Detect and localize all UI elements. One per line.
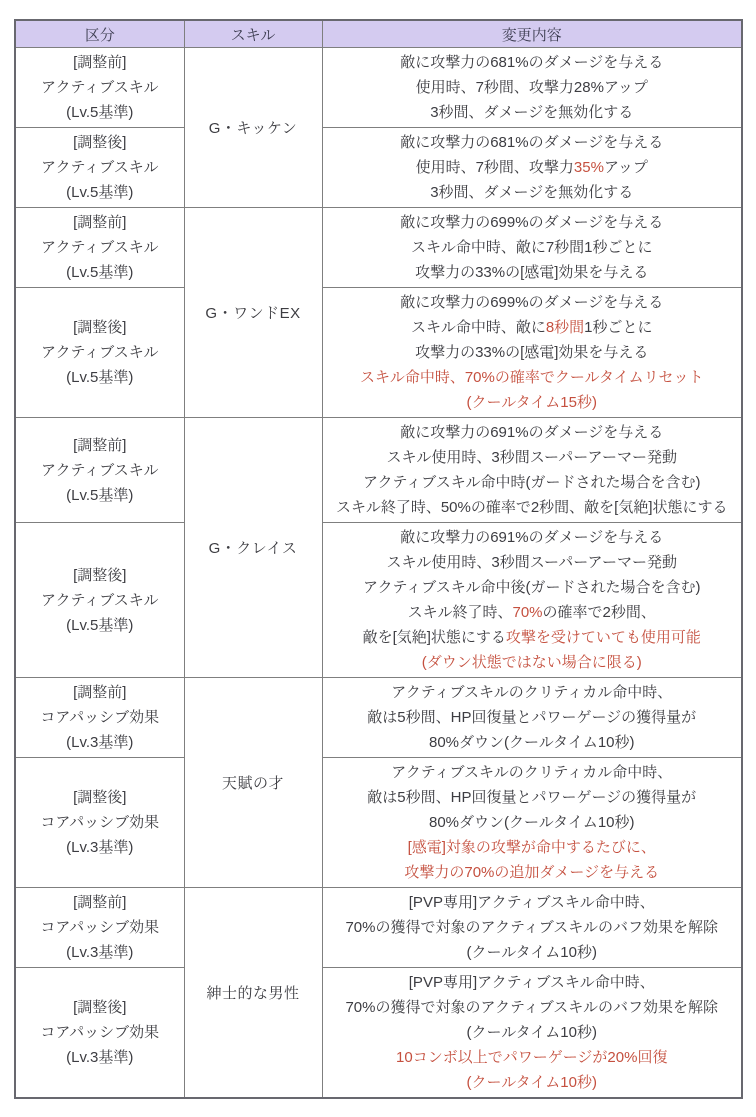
text-line <box>326 130 739 155</box>
text-line <box>326 890 739 915</box>
change-content-cell <box>322 128 742 208</box>
text-segment: 3秒間、ダメージを無効化する <box>430 184 634 201</box>
text-line <box>326 315 739 340</box>
text-line <box>326 1045 739 1070</box>
column-header-skill: スキル <box>184 20 322 48</box>
text-segment: 敵は5秒間、HP回復量とパワーゲージの獲得量が <box>367 709 697 726</box>
text-segment: (Lv.5基準) <box>66 264 134 281</box>
highlighted-change-text: 攻撃を受けていても使用可能 <box>505 629 701 646</box>
text-segment: 敵に攻撃力の681%のダメージを与える <box>400 54 664 71</box>
text-line <box>326 650 739 675</box>
text-line <box>19 75 181 100</box>
text-line <box>326 760 739 785</box>
text-line <box>19 915 181 940</box>
highlighted-change-text: (クールタイム10秒) <box>466 1074 597 1091</box>
text-line <box>326 730 739 755</box>
highlighted-change-text: 10コンボ以上でパワーゲージが20%回復 <box>396 1049 668 1066</box>
highlighted-change-text: (ダウン状態ではない場合に限る) <box>421 654 642 671</box>
text-line <box>326 625 739 650</box>
text-segment: (Lv.5基準) <box>66 486 134 504</box>
text-line <box>326 600 739 625</box>
text-line <box>19 995 181 1020</box>
text-line <box>326 180 739 205</box>
table-row <box>15 288 742 418</box>
text-segment: (クールタイム10秒) <box>466 944 597 961</box>
text-segment: 攻撃力の33%の[感電]効果を与える <box>415 344 649 361</box>
text-segment: コアパッシブ効果 <box>40 814 160 831</box>
text-line <box>326 970 739 995</box>
text-line <box>326 365 739 390</box>
text-line <box>326 525 739 550</box>
text-line <box>326 155 739 180</box>
text-line <box>326 75 739 100</box>
text-line <box>19 365 181 390</box>
header-row <box>15 20 742 48</box>
change-content-cell <box>322 968 742 1099</box>
text-line <box>19 235 181 260</box>
text-line <box>19 563 181 588</box>
text-segment: アクティブスキル <box>40 344 159 361</box>
table-row <box>15 418 742 523</box>
text-line <box>326 260 739 285</box>
change-content-cell <box>322 288 742 418</box>
text-line <box>326 340 739 365</box>
table-row <box>15 128 742 208</box>
text-line <box>19 483 181 508</box>
text-line <box>19 433 181 458</box>
highlighted-change-text: 35% <box>573 159 604 176</box>
highlighted-change-text: 70% <box>512 604 543 621</box>
text-segment: 敵に攻撃力の681%のダメージを与える <box>400 134 664 151</box>
text-segment: 敵に攻撃力の699%のダメージを与える <box>400 214 664 231</box>
text-segment: アクティブスキル <box>40 461 159 479</box>
table-body <box>15 48 742 1099</box>
category-cell <box>15 418 184 523</box>
text-segment: スキル使用時、3秒間スーパーアーマー発動 <box>386 449 677 466</box>
text-segment: [調整後] <box>73 134 127 151</box>
text-line <box>19 810 181 835</box>
text-line <box>326 810 739 835</box>
text-line <box>326 835 739 860</box>
text-segment: コアパッシブ効果 <box>40 1024 160 1041</box>
text-line <box>326 290 739 315</box>
text-segment: アクティブスキルのクリティカル命中時、 <box>391 764 673 781</box>
text-line <box>326 495 739 520</box>
text-line <box>19 1045 181 1070</box>
text-segment: 敵に攻撃力の691%のダメージを与える <box>400 424 664 441</box>
change-content-cell <box>322 418 742 523</box>
text-line <box>19 940 181 965</box>
text-segment: アクティブスキル命中時(ガードされた場合を含む) <box>362 474 701 491</box>
text-segment: [調整前] <box>73 684 127 701</box>
category-cell <box>15 678 184 758</box>
text-segment: [調整後] <box>73 999 127 1016</box>
text-segment: [調整後] <box>73 789 127 806</box>
column-header-category: 区分 <box>15 20 184 48</box>
text-line <box>326 860 739 885</box>
text-segment: 攻撃力の33%の[感電]効果を与える <box>415 264 649 281</box>
text-line <box>19 705 181 730</box>
text-line <box>326 1020 739 1045</box>
text-line <box>19 730 181 755</box>
text-line <box>326 705 739 730</box>
text-line <box>326 550 739 575</box>
text-line <box>19 588 181 613</box>
change-content-cell <box>322 678 742 758</box>
text-line <box>19 155 181 180</box>
text-segment: (Lv.5基準) <box>66 369 134 386</box>
text-segment: アップ <box>603 159 648 176</box>
text-segment: アクティブスキル命中後(ガードされた場合を含む) <box>362 579 701 596</box>
text-segment: 敵を[気絶]状態にする <box>362 629 506 646</box>
text-line <box>326 995 739 1020</box>
category-cell <box>15 48 184 128</box>
text-line <box>19 260 181 285</box>
table-row <box>15 678 742 758</box>
text-line <box>326 100 739 125</box>
text-segment: アクティブスキル <box>40 159 159 176</box>
table-row <box>15 968 742 1099</box>
text-segment: 敵は5秒間、HP回復量とパワーゲージの獲得量が <box>367 789 697 806</box>
text-line <box>19 835 181 860</box>
skill-name-cell: G・クレイス <box>184 418 322 678</box>
text-segment: スキル終了時、50%の確率で2秒間、敵を[気絶]状態にする <box>335 499 728 516</box>
change-content-cell <box>322 888 742 968</box>
text-segment: [調整前] <box>73 54 127 71</box>
text-segment: アクティブスキル <box>40 591 159 609</box>
text-segment: (Lv.3基準) <box>66 734 134 751</box>
text-line <box>326 785 739 810</box>
text-line <box>326 235 739 260</box>
text-line <box>326 575 739 600</box>
text-line <box>19 340 181 365</box>
highlighted-change-text: 攻撃力の70%の追加ダメージを与える <box>404 864 660 881</box>
text-segment: 敵に攻撃力の691%のダメージを与える <box>400 529 664 546</box>
text-segment: 敵に攻撃力の699%のダメージを与える <box>400 294 664 311</box>
text-line <box>326 940 739 965</box>
text-segment: コアパッシブ効果 <box>40 709 160 726</box>
highlighted-change-text: スキル命中時、70%の確率でクールタイムリセット <box>359 369 704 386</box>
text-line <box>19 458 181 483</box>
category-cell <box>15 208 184 288</box>
highlighted-change-text: 8秒間 <box>545 319 585 336</box>
table-header <box>15 20 742 48</box>
text-line <box>19 50 181 75</box>
text-line <box>326 470 739 495</box>
text-line <box>326 210 739 235</box>
text-segment: 80%ダウン(クールタイム10秒) <box>429 814 635 831</box>
text-line <box>326 1070 739 1095</box>
table-row <box>15 523 742 678</box>
category-cell <box>15 888 184 968</box>
highlighted-change-text: (クールタイム15秒) <box>466 394 597 411</box>
change-content-cell <box>322 208 742 288</box>
text-segment: 使用時、7秒間、攻撃力28%アップ <box>415 79 648 96</box>
highlighted-change-text: [感電]対象の攻撃が命中するたびに、 <box>407 839 656 856</box>
table-row <box>15 208 742 288</box>
category-cell <box>15 758 184 888</box>
text-line <box>19 100 181 125</box>
category-cell <box>15 288 184 418</box>
text-segment: [調整前] <box>73 894 127 911</box>
text-segment: アクティブスキルのクリティカル命中時、 <box>391 684 673 701</box>
skill-name-cell: 天賦の才 <box>184 678 322 888</box>
category-cell <box>15 968 184 1099</box>
text-line <box>19 210 181 235</box>
text-segment: (Lv.3基準) <box>66 1049 134 1066</box>
text-line <box>19 1020 181 1045</box>
text-segment: (Lv.5基準) <box>66 184 134 201</box>
text-line <box>326 680 739 705</box>
table-row <box>15 758 742 888</box>
text-segment: [調整後] <box>73 566 127 584</box>
table-row <box>15 48 742 128</box>
text-line <box>326 420 739 445</box>
text-segment: (クールタイム10秒) <box>466 1024 597 1041</box>
text-segment: [PVP専用]アクティブスキル命中時、 <box>408 894 655 911</box>
change-content-cell <box>322 48 742 128</box>
text-segment: アクティブスキル <box>40 79 159 96</box>
text-line <box>19 315 181 340</box>
category-cell <box>15 523 184 678</box>
text-segment: スキル使用時、3秒間スーパーアーマー発動 <box>386 554 677 571</box>
skill-adjustment-table <box>14 19 743 1099</box>
text-segment: コアパッシブ効果 <box>40 919 160 936</box>
text-segment: 70%の獲得で対象のアクティブスキルのバフ効果を解除 <box>345 919 719 936</box>
skill-name-cell: G・キッケン <box>184 48 322 208</box>
change-content-cell <box>322 758 742 888</box>
text-line <box>19 680 181 705</box>
text-line <box>19 890 181 915</box>
skill-name-cell: G・ワンドEX <box>184 208 322 418</box>
text-line <box>326 390 739 415</box>
text-line <box>19 180 181 205</box>
text-segment: [PVP専用]アクティブスキル命中時、 <box>408 974 655 991</box>
text-segment: [調整前] <box>73 214 127 231</box>
skill-name-cell: 紳士的な男性 <box>184 888 322 1099</box>
text-segment: 1秒ごとに <box>584 319 653 336</box>
text-line <box>326 50 739 75</box>
table-row <box>15 888 742 968</box>
text-segment: [調整前] <box>73 436 127 454</box>
column-header-changes: 変更内容 <box>322 20 742 48</box>
text-segment: 3秒間、ダメージを無効化する <box>430 104 634 121</box>
text-line <box>326 445 739 470</box>
text-segment: スキル命中時、敵に <box>410 319 546 336</box>
text-line <box>19 130 181 155</box>
text-segment: 80%ダウン(クールタイム10秒) <box>429 734 635 751</box>
text-segment: (Lv.3基準) <box>66 839 134 856</box>
text-line <box>19 613 181 638</box>
text-segment: 70%の獲得で対象のアクティブスキルのバフ効果を解除 <box>345 999 719 1016</box>
text-segment: スキル命中時、敵に7秒間1秒ごとに <box>410 239 653 256</box>
text-segment: (Lv.3基準) <box>66 944 134 961</box>
text-line <box>326 915 739 940</box>
text-line <box>19 785 181 810</box>
text-segment: (Lv.5基準) <box>66 616 134 634</box>
text-segment: の確率で2秒間、 <box>542 604 656 621</box>
change-content-cell <box>322 523 742 678</box>
text-segment: [調整後] <box>73 319 127 336</box>
category-cell <box>15 128 184 208</box>
text-segment: (Lv.5基準) <box>66 104 134 121</box>
text-segment: アクティブスキル <box>40 239 159 256</box>
text-segment: 使用時、7秒間、攻撃力 <box>415 159 574 176</box>
text-segment: スキル終了時、 <box>407 604 513 621</box>
